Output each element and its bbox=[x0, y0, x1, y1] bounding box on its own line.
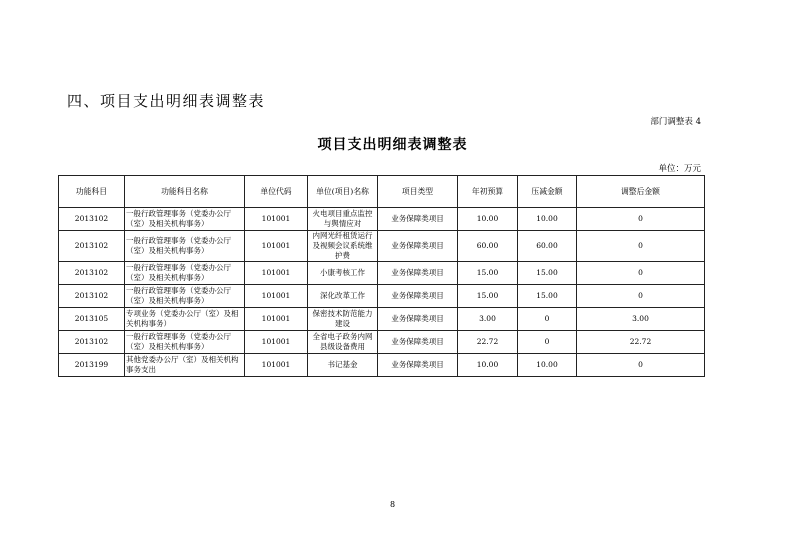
table-cell: 专项业务（党委办公厅（室）及相关机构事务） bbox=[125, 308, 245, 331]
table-cell: 2013102 bbox=[59, 331, 125, 354]
table-cell: 一般行政管理事务（党委办公厅（室）及相关机构事务） bbox=[125, 262, 245, 285]
table-cell: 业务保障类项目 bbox=[378, 208, 458, 231]
table-cell: 2013102 bbox=[59, 231, 125, 262]
table-cell: 火电项目重点监控与舆情应对 bbox=[308, 208, 378, 231]
table-cell: 10.00 bbox=[458, 208, 518, 231]
column-header: 年初预算 bbox=[458, 176, 518, 208]
table-cell: 0 bbox=[577, 354, 705, 377]
table-cell: 101001 bbox=[245, 208, 308, 231]
table-cell: 3.00 bbox=[577, 308, 705, 331]
table-cell: 0 bbox=[577, 262, 705, 285]
table-row bbox=[59, 331, 705, 354]
document-title: 项目支出明细表调整表 bbox=[317, 137, 468, 153]
table-cell: 101001 bbox=[245, 285, 308, 308]
table-cell: 全省电子政务内网县级设备费用 bbox=[308, 331, 378, 354]
table-cell: 书记基金 bbox=[308, 354, 378, 377]
column-header: 功能科目 bbox=[59, 176, 125, 208]
table-cell: 15.00 bbox=[458, 285, 518, 308]
column-header: 调整后金额 bbox=[577, 176, 705, 208]
column-header: 项目类型 bbox=[378, 176, 458, 208]
table-cell: 60.00 bbox=[518, 231, 577, 262]
table-cell: 一般行政管理事务（党委办公厅（室）及相关机构事务） bbox=[125, 231, 245, 262]
table-cell: 业务保障类项目 bbox=[378, 262, 458, 285]
table-row bbox=[59, 285, 705, 308]
table-cell: 0 bbox=[577, 285, 705, 308]
table-cell: 一般行政管理事务（党委办公厅（室）及相关机构事务） bbox=[125, 331, 245, 354]
table-cell: 2013102 bbox=[59, 285, 125, 308]
column-header: 功能科目名称 bbox=[125, 176, 245, 208]
table-row bbox=[59, 308, 705, 331]
table-cell: 10.00 bbox=[518, 354, 577, 377]
table-cell: 其他党委办公厅（室）及相关机构事务支出 bbox=[125, 354, 245, 377]
table-cell: 保密技术防范能力建设 bbox=[308, 308, 378, 331]
column-header: 单位(项目)名称 bbox=[308, 176, 378, 208]
table-cell: 101001 bbox=[245, 231, 308, 262]
column-header: 压减金额 bbox=[518, 176, 577, 208]
table-cell: 101001 bbox=[245, 262, 308, 285]
table-header-row bbox=[59, 176, 705, 208]
table-row bbox=[59, 208, 705, 231]
table-cell: 0 bbox=[518, 331, 577, 354]
table-cell: 0 bbox=[577, 231, 705, 262]
table-cell: 内网光纤租赁运行及视频会议系统维护费 bbox=[308, 231, 378, 262]
table-cell: 业务保障类项目 bbox=[378, 231, 458, 262]
table-cell: 22.72 bbox=[458, 331, 518, 354]
table-cell: 业务保障类项目 bbox=[378, 308, 458, 331]
table-cell: 0 bbox=[577, 208, 705, 231]
table-cell: 10.00 bbox=[518, 208, 577, 231]
table-cell: 2013199 bbox=[59, 354, 125, 377]
unit-label: 单位：万元 bbox=[658, 164, 701, 174]
column-header: 单位代码 bbox=[245, 176, 308, 208]
table-cell: 0 bbox=[518, 308, 577, 331]
table-cell: 15.00 bbox=[458, 262, 518, 285]
table-cell: 小康考核工作 bbox=[308, 262, 378, 285]
table-cell: 15.00 bbox=[518, 285, 577, 308]
table-row bbox=[59, 231, 705, 262]
table-cell: 101001 bbox=[245, 308, 308, 331]
table-cell: 60.00 bbox=[458, 231, 518, 262]
table-cell: 101001 bbox=[245, 331, 308, 354]
table-cell: 15.00 bbox=[518, 262, 577, 285]
table-cell: 业务保障类项目 bbox=[378, 285, 458, 308]
table-number: 部门调整表 4 bbox=[650, 117, 701, 127]
table-cell: 3.00 bbox=[458, 308, 518, 331]
table-row bbox=[59, 262, 705, 285]
table-cell: 101001 bbox=[245, 354, 308, 377]
table-cell: 业务保障类项目 bbox=[378, 331, 458, 354]
table-cell: 2013105 bbox=[59, 308, 125, 331]
table-cell: 2013102 bbox=[59, 208, 125, 231]
table-cell: 一般行政管理事务（党委办公厅（室）及相关机构事务） bbox=[125, 285, 245, 308]
table-cell: 深化改革工作 bbox=[308, 285, 378, 308]
page-number: 8 bbox=[389, 500, 396, 509]
table-cell: 一般行政管理事务（党委办公厅（室）及相关机构事务） bbox=[125, 208, 245, 231]
table-cell: 10.00 bbox=[458, 354, 518, 377]
table-cell: 2013102 bbox=[59, 262, 125, 285]
table-row bbox=[59, 354, 705, 377]
table-cell: 22.72 bbox=[577, 331, 705, 354]
project-expenditure-table bbox=[58, 175, 705, 377]
section-heading: 四、项目支出明细表调整表 bbox=[67, 92, 266, 110]
table-cell: 业务保障类项目 bbox=[378, 354, 458, 377]
